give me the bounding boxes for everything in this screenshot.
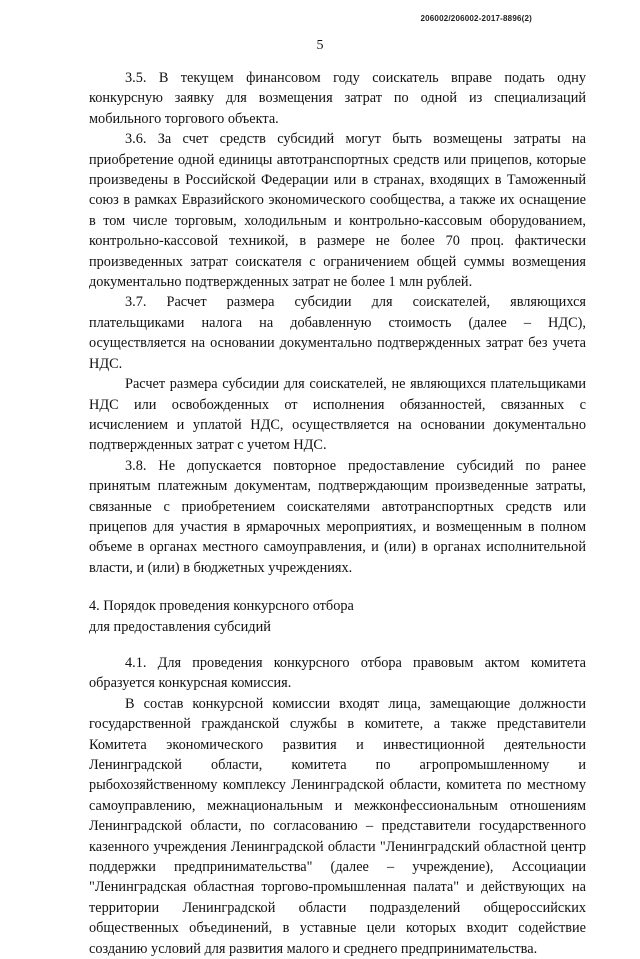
paragraph-4-1-continued: В состав конкурсной комиссии входят лица, замещающие должности государственной гражданской службы в комитете, а также представители Комитета экономического развития и инвестиционной деятельности Ленинградской области, комитета по агропромышленному и рыбохозяйственному комплексу Ленинградской области, комитета по местному самоуправлению, межнациональным и межконфессиональным отношениям Ленинградской области, по согласованию – представители государственного казенного учреждения Ленинградской области "Ленинградский областной центр поддержки предпринимательства" (далее – учреждение), Ассоциации "Ленинградская областная торгово-промышленная палата" и действующих на территории Ленинградской области подразделений общероссийских общественных объединений, в уставные цели которых входит содействие созданию условий для развития малого и среднего предпринимательства.	[89, 695, 586, 957]
paragraph-3-6: 3.6. За счет средств субсидий могут быть возмещены затраты на приобретение одной единицы автотранспортных средств или прицепов, которые произведены в Российской Федерации или в странах, входящих в Таможенный союз в рамках Евразийского экономического сообщества, а также их оснащение в том числе торговым, холодильным и контрольно-кассовым оборудованием, контрольно-кассовой техникой, в размере не более 70 проц. фактически произведенных затрат соискателя с ограничением общей суммы возмещения документально подтвержденных затрат не более 1 млн рублей.	[89, 131, 586, 291]
page-number: 5	[316, 38, 324, 53]
section-4-heading-line1: 4. Порядок проведения конкурсного отбора	[89, 598, 354, 615]
section-4-heading-line2: для предоставления субсидий	[89, 618, 271, 635]
paragraph-3-8: 3.8. Не допускается повторное предоставление субсидий по ранее принятым платежным документам, подтверждающим произведенные затраты, связанные с приобретением соискателями автотранспортных средств или прицепов для участия в ярмарочных мероприятиях, и возмещенным в полном объеме в органах местного самоуправления, и (или) в органах исполнительной власти, и (или) в бюджетных учреждениях.	[89, 457, 586, 576]
paragraph-3-7: 3.7. Расчет размера субсидии для соискателей, являющихся плательщиками налога на добавленную стоимость (далее – НДС), осуществляется на основании документально подтвержденных затрат без учета НДС.	[89, 294, 586, 372]
section-4-heading	[89, 596, 586, 637]
paragraph-3-7-continued: Расчет размера субсидии для соискателей, не являющихся плательщиками НДС или освобожденных от исполнения обязанностей, связанных с исчислением и уплатой НДС, осуществляется на основании документально подтвержденных затрат с учетом НДС.	[89, 376, 586, 454]
document-body	[89, 68, 586, 959]
paragraph-4-1: 4.1. Для проведения конкурсного отбора правовым актом комитета образуется конкурсная комиссия.	[89, 654, 586, 692]
document-id: 206002/206002-2017-8896(2)	[420, 14, 532, 23]
paragraph-3-5: 3.5. В текущем финансовом году соискатель вправе подать одну конкурсную заявку для возмещения затрат по одной из специализаций мобильного торгового объекта.	[89, 70, 586, 127]
